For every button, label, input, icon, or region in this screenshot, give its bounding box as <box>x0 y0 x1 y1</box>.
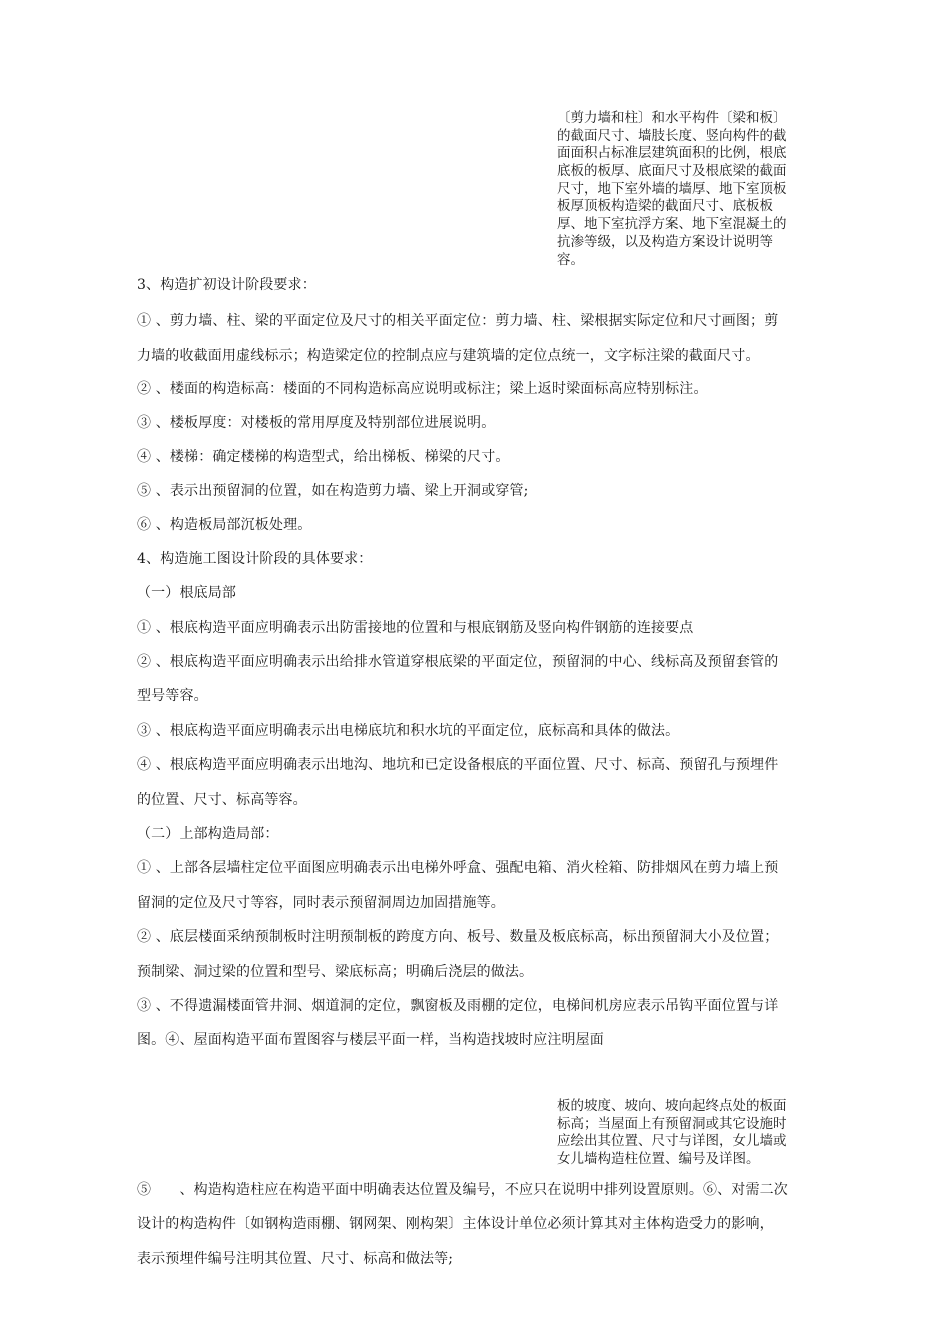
paragraph-line: 留洞的定位及尺寸等容，同时表示预留洞周边加固措施等。 <box>137 895 505 911</box>
mid-right-text-column <box>557 1098 787 1169</box>
paragraph-line: ⑤ 、表示出预留洞的位置，如在构造剪力墙、梁上开洞或穿管; <box>137 483 529 499</box>
paragraph-line: ② 、根底构造平面应明确表示出给排水管道穿根底梁的平面定位，预留洞的中心、线标高及预留套管的 <box>137 654 779 670</box>
paragraph-line: ① 、上部各层墙柱定位平面图应明确表示出电梯外呼盒、强配电箱、消火栓箱、防排烟风在剪力墙上预 <box>137 860 779 876</box>
text-line: 板的坡度、坡向、坡向起终点处的板面 <box>557 1098 787 1114</box>
paragraph-line: ③ 、根底构造平面应明确表示出电梯底坑和积水坑的平面定位，底标高和具体的做法。 <box>137 723 680 739</box>
text-line: 标高；当屋面上有预留洞或其它设施时 <box>557 1115 787 1132</box>
text-line: 板厚顶板构造梁的截面尺寸、底板板 <box>557 198 773 215</box>
text-line: 底板的板厚、底面尺寸及根底梁的截面 <box>557 163 787 180</box>
subsection-heading: （二）上部构造局部： <box>137 826 279 842</box>
paragraph-line: ① 、剪力墙、柱、梁的平面定位及尺寸的相关平面定位：剪力墙、柱、梁根据实际定位和尺寸画图；剪 <box>137 313 779 329</box>
text-line: 尺寸，地下室外墙的墙厚、地下室顶板 <box>557 180 787 197</box>
paragraph-line: ③ 、楼板厚度：对楼板的常用厚度及特别部位进展说明。 <box>137 415 496 431</box>
subsection-heading: （一）根底局部 <box>137 585 237 601</box>
paragraph-line: ⑥ 、构造板局部沉板处理。 <box>137 517 312 533</box>
paragraph-line: ③ 、不得遗漏楼面管井洞、烟道洞的定位，飘窗板及雨棚的定位，电梯间机房应表示吊钩平面位置与详 <box>137 998 779 1014</box>
text-line: 应绘出其位置、尺寸与详图，女儿墙或 <box>557 1133 787 1150</box>
paragraph-line: 图。④、屋面构造平面布置图容与楼层平面一样，当构造找坡时应注明屋面 <box>137 1032 604 1048</box>
text-line: 厚、地下室抗浮方案、地下室混凝土的 <box>557 216 787 233</box>
section-heading-3: 3、构造扩初设计阶段要求： <box>137 277 316 293</box>
text-line: 的截面尺寸、墙肢长度、竖向构件的截 <box>557 127 787 144</box>
paragraph-line: ④ 、根底构造平面应明确表示出地沟、地坑和已定设备根底的平面位置、尺寸、标高、预留孔与预埋件 <box>137 757 779 773</box>
section-heading-4: 4、构造施工图设计阶段的具体要求： <box>137 551 373 567</box>
text-line: 抗渗等级，以及构造方案设计说明等 <box>557 233 773 250</box>
text-line: 面面积占标准层建筑面积的比例，根底 <box>557 145 787 162</box>
paragraph-line: 的位置、尺寸、标高等容。 <box>137 792 307 808</box>
paragraph-line: ⑤ 、构造构造柱应在构造平面中明确表达位置及编号，不应只在说明中排列设置原则。⑥、对需二次 <box>137 1182 788 1198</box>
paragraph-line: 型号等容。 <box>137 688 208 704</box>
text-line: 〔剪力墙和柱〕和水平构件〔梁和板〕 <box>557 110 787 126</box>
paragraph-line: 表示预埋件编号注明其位置、尺寸、标高和做法等; <box>137 1251 454 1267</box>
paragraph-line: ① 、根底构造平面应明确表示出防雷接地的位置和与根底钢筋及竖向构件钢筋的连接要点 <box>137 620 694 636</box>
paragraph-line: ④ 、楼梯：确定楼梯的构造型式，给出梯板、梯梁的尺寸。 <box>137 449 510 465</box>
top-right-text-column <box>557 110 787 269</box>
text-line: 女儿墙构造柱位置、编号及详图。 <box>557 1151 760 1168</box>
paragraph-line: 设计的构造构件〔如钢构造雨棚、钢网架、刚构架〕主体设计单位必须计算其对主体构造受力的影响， <box>137 1216 774 1232</box>
text-line: 容。 <box>557 251 584 268</box>
paragraph-line: 力墙的收截面用虚线标示；构造梁定位的控制点应与建筑墙的定位点统一，文字标注梁的截面尺寸。 <box>137 348 760 364</box>
paragraph-line: ② 、底层楼面采纳预制板时注明预制板的跨度方向、板号、数量及板底标高，标出预留洞大小及位置； <box>137 929 779 945</box>
paragraph-line: 预制梁、洞过梁的位置和型号、梁底标高；明确后浇层的做法。 <box>137 964 534 980</box>
paragraph-line: ② 、楼面的构造标高：楼面的不同构造标高应说明或标注；梁上返时梁面标高应特别标注。 <box>137 381 708 397</box>
